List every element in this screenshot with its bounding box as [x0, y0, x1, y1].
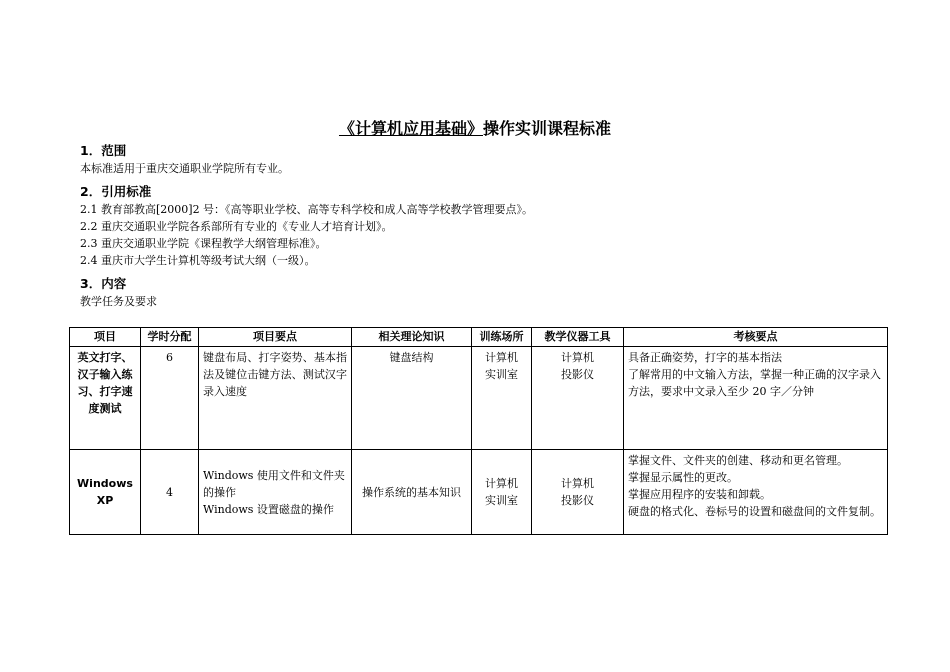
cell-hours: 6 [141, 347, 199, 450]
reference-item: 2.4 重庆市大学生计算机等级考试大纲（一级）。 [80, 254, 316, 267]
title-course-name: 《计算机应用基础》 [338, 119, 483, 138]
cell-tools: 计算机 投影仪 [532, 450, 624, 535]
section-scope-text: 本标准适用于重庆交通职业学院所有专业。 [80, 162, 289, 175]
section-heading-references: 2．引用标准 [80, 184, 152, 199]
table-row [70, 450, 888, 535]
cell-hours: 4 [141, 450, 199, 535]
reference-item: 2.1 教育部教高[2000]2 号：《高等职业学校、高等专科学校和成人高等学校教学管理要点》。 [80, 203, 534, 216]
cell-theory: 键盘结构 [352, 347, 472, 450]
column-header: 考核要点 [624, 328, 888, 347]
document-body [80, 142, 900, 310]
column-header: 相关理论知识 [352, 328, 472, 347]
column-header: 教学仪器工具 [532, 328, 624, 347]
cell-assessment: 具备正确姿势，打字的基本指法 了解常用的中文输入方法，掌握一种正确的汉字录入方法，要求中文录入至少 20 字／分钟 [624, 347, 888, 450]
section-heading-scope: 1．范围 [80, 143, 127, 158]
cell-points: 键盘布局、打字姿势、基本指法及键位击键方法、测试汉字录入速度 [199, 347, 352, 450]
cell-assessment: 掌握文件、文件夹的创建、移动和更名管理。 掌握显示属性的更改。 掌握应用程序的安装和卸载。 硬盘的格式化、卷标号的设置和磁盘间的文件复制。 [624, 450, 888, 535]
cell-points: Windows 使用文件和文件夹的操作 Windows 设置磁盘的操作 [199, 450, 352, 535]
section-heading-content: 3．内容 [80, 276, 127, 291]
cell-theory: 操作系统的基本知识 [352, 450, 472, 535]
column-header: 训练场所 [472, 328, 532, 347]
section-content-subtitle: 教学任务及要求 [80, 295, 157, 308]
page-title [0, 116, 950, 139]
reference-item: 2.2 重庆交通职业学院各系部所有专业的《专业人才培育计划》。 [80, 220, 393, 233]
table-row [70, 347, 888, 450]
column-header: 项目 [70, 328, 141, 347]
column-header: 学时分配 [141, 328, 199, 347]
cell-place: 计算机 实训室 [472, 347, 532, 450]
cell-place: 计算机 实训室 [472, 450, 532, 535]
table-header-row [70, 328, 888, 347]
reference-item: 2.3 重庆交通职业学院《课程教学大纲管理标准》。 [80, 237, 327, 250]
column-header: 项目要点 [199, 328, 352, 347]
cell-item: 英文打字、汉子输入练习、打字速度测试 [70, 347, 141, 450]
cell-item: Windows XP [70, 450, 141, 535]
cell-tools: 计算机 投影仪 [532, 347, 624, 450]
teaching-tasks-table [69, 327, 888, 535]
title-suffix: 操作实训课程标准 [483, 119, 612, 138]
